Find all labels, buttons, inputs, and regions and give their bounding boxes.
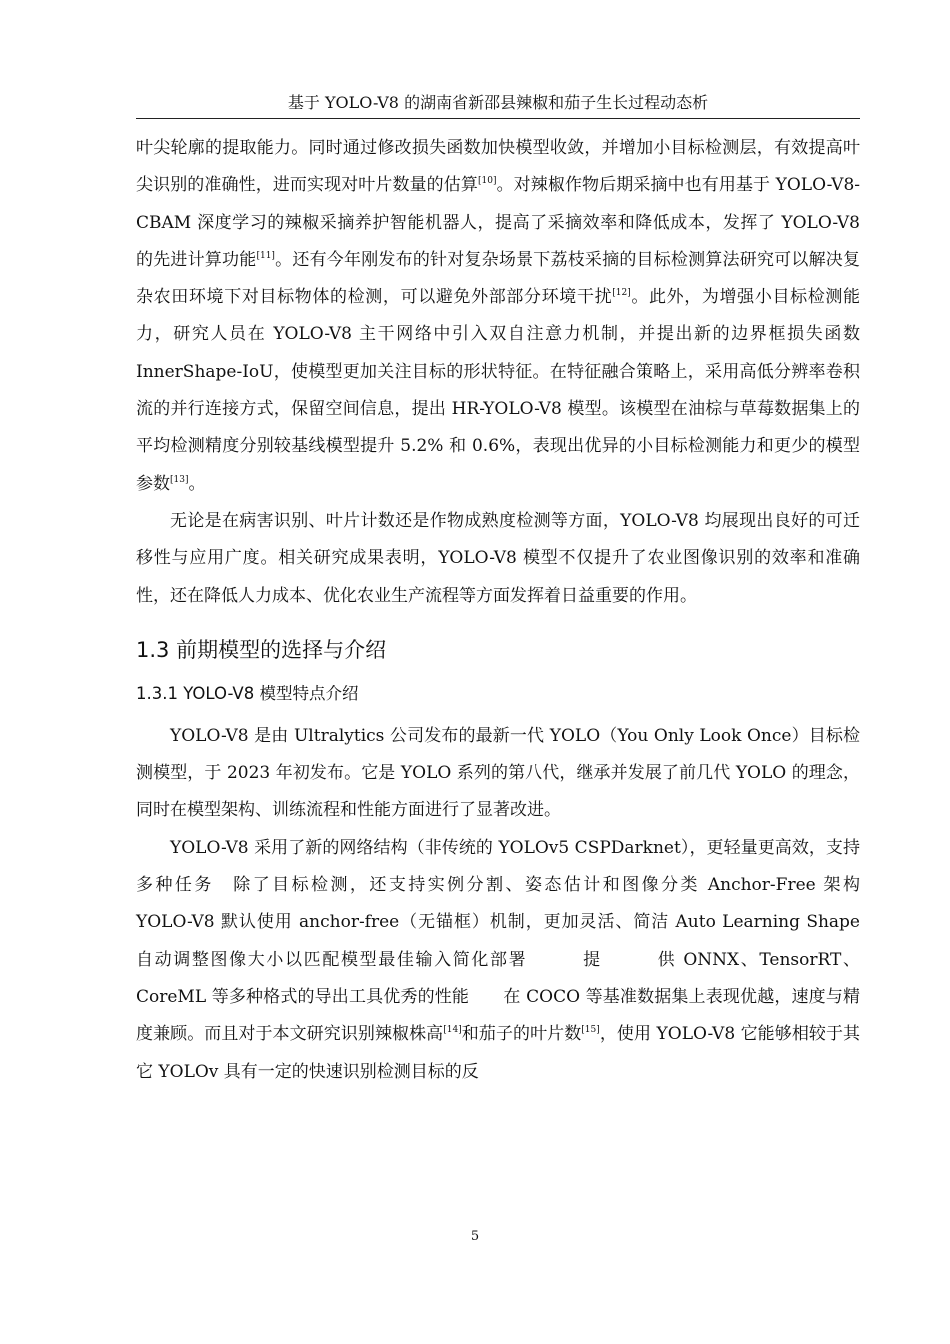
paragraph-3: YOLO-V8 是由 Ultralytics 公司发布的最新一代 YOLO（You Only Look Once）目标检测模型，于 2023 年初发布。它是 YOLO 系列的第八代，继承并发展了前几代 YOLO 的理念，同时在模型架构、训练流程和性能方面进行了显著改进。 (136, 725, 860, 821)
citation-13: [13] (170, 474, 189, 485)
citation-15: [15] (581, 1025, 600, 1036)
page-number: 5 (470, 1229, 480, 1244)
section-heading: 1.3 前期模型的选择与介绍 (136, 637, 387, 662)
paragraph-2: 无论是在病害识别、叶片计数还是作物成熟度检测等方面，YOLO-V8 均展现出良好的可迁移性与应用广度。相关研究成果表明，YOLO-V8 模型不仅提升了农业图像识别的效率和准确性，还在降低人力成本、优化农业生产流程等方面发挥着日益重要的作用。 (136, 510, 860, 606)
citation-11: [11] (256, 250, 275, 261)
citation-14: [14] (443, 1025, 462, 1036)
citation-10: [10] (477, 176, 497, 187)
subsection-heading: 1.3.1 YOLO-V8 模型特点介绍 (136, 683, 359, 703)
body-text (136, 130, 911, 1091)
running-header (136, 92, 860, 119)
paragraph-4: YOLO-V8 采用了新的网络结构（非传统的 YOLOv5 CSPDarknet），更轻量更高效，支持多种任务 除了目标检测，还支持实例分割、姿态估计和图像分类 Anchor-Free 架构 YOLO-V8 默认使用 anchor-free（无锚框）机制，更加灵活、简洁 Auto Learning Shape 自动调整图像大小以匹配模型最佳输入简化部署 提 供 ONNX、TensorRT、CoreML 等多种格式的导出工具优秀的性能 在 COCO 等基准数据集上表现优越，速度与精度兼顾。而且对于本文研究识别辣椒株高[14]和茄子的叶片数[15]，使用 YOLO-V8 它能够相较于其它 YOLOv 具有一定的快速识别检测目标的反 (136, 837, 911, 1082)
citation-12: [12] (612, 288, 631, 299)
running-title: 基于 YOLO-V8 的湖南省新邵县辣椒和茄子生长过程动态析 (287, 93, 709, 112)
paragraph-1: 叶尖轮廓的提取能力。同时通过修改损失函数加快模型收敛，并增加小目标检测层，有效提高叶尖识别的准确性，进而实现对叶片数量的估算[10]。对辣椒作物后期采摘中也有用基于 YOLO-V8-CBAM 深度学习的辣椒采摘养护智能机器人，提高了采摘效率和降低成本，发挥了 YOLO-V8 的先进计算功能[11]。还有今年刚发布的针对复杂场景下荔枝采摘的目标检测算法研究可以解决复杂农田环境下对目标物体的检测，可以避免外部部分环境干扰[12]。此外，为增强小目标检测能力，研究人员在 YOLO-V8 主干网络中引入双自注意力机制，并提出新的边界框损失函数 InnerShape-IoU，使模型更加关注目标的形状特征。在特征融合策略上，采用高低分辨率卷积流的并行连接方式，保留空间信息，提出 HR-YOLO-V8 模型。该模型在油棕与草莓数据集上的平均检测精度分别较基线模型提升 5.2% 和 0.6%，表现出优异的小目标检测能力和更少的模型参数[13]。 (136, 138, 861, 494)
